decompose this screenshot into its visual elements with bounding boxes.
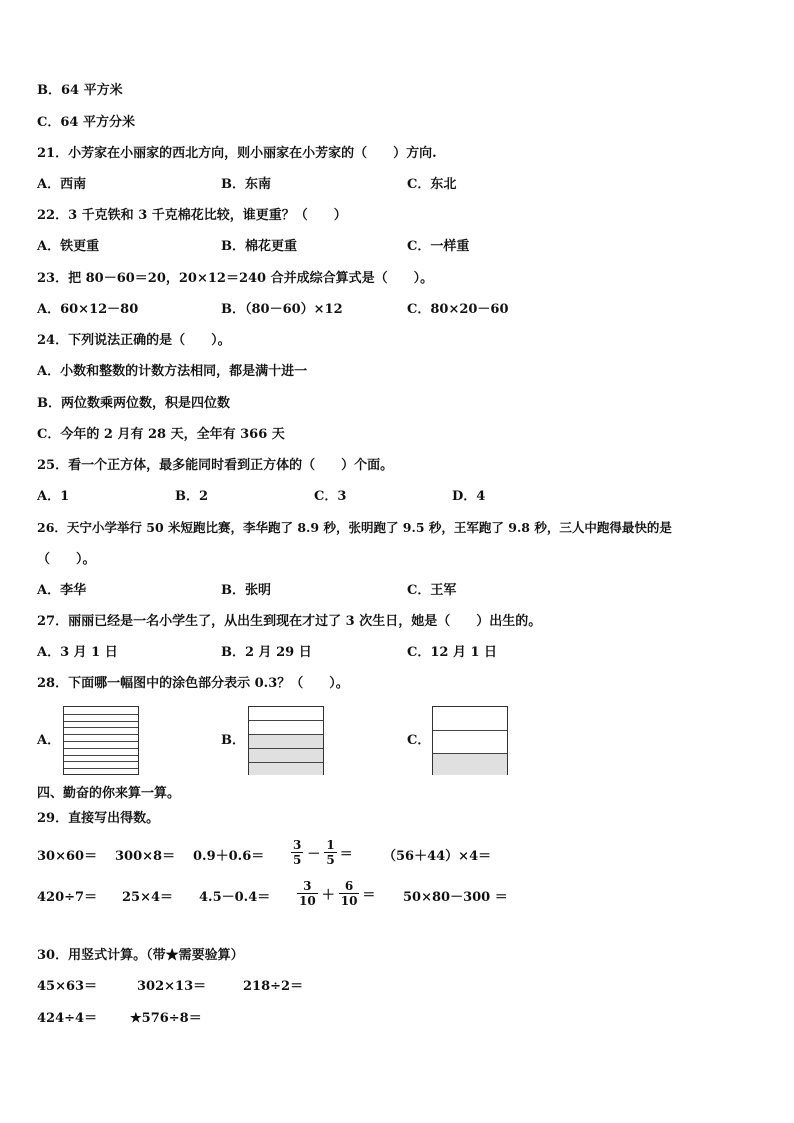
fraction-denominator: 10 xyxy=(340,894,358,908)
q28-figure-c-divider xyxy=(433,730,507,731)
q27-option-a: A．3 月 1 日 xyxy=(37,645,118,660)
q30-expression: 45×63＝ xyxy=(37,979,98,994)
q24-option-b: B．两位数乘两位数，积是四位数 xyxy=(37,396,230,411)
question-24: 24．下列说法正确的是（ ）。 xyxy=(37,333,231,348)
q30-expression: 302×13＝ xyxy=(137,979,207,994)
q28-figure-a-stripe xyxy=(64,761,138,762)
fraction-denominator: 5 xyxy=(293,853,302,867)
fraction-equals: ＝ xyxy=(362,888,376,903)
fraction-equals: ＝ xyxy=(339,847,353,862)
q21-option-a: A．西南 xyxy=(37,177,87,192)
q21-option-c: C．东北 xyxy=(407,177,457,192)
question-28: 28．下面哪一幅图中的涂色部分表示 0.3？（ ）。 xyxy=(37,676,349,691)
q28-figure-b-divider xyxy=(249,734,323,735)
fraction-denominator: 10 xyxy=(299,894,316,908)
q30-expression: ★576÷8＝ xyxy=(130,1011,202,1026)
q29-expression: 30×60＝ xyxy=(37,849,98,864)
q30-expression: 424÷4＝ xyxy=(37,1011,98,1026)
q26-option-b: B．张明 xyxy=(221,583,271,598)
fraction-operator: ＋ xyxy=(321,888,335,903)
q28-figure-a-stripe xyxy=(64,721,138,722)
q29-fraction-subtraction xyxy=(291,838,353,867)
q26-option-a: A．李华 xyxy=(37,583,87,598)
q22-option-a: A．铁更重 xyxy=(37,239,100,254)
q27-option-b: B．2 月 29 日 xyxy=(221,645,312,660)
q25-option-a: A．1 xyxy=(37,489,70,504)
q28-figure-a-stripe xyxy=(64,741,138,742)
question-23: 23．把 80－60＝20，20×12＝240 合并成综合算式是（ ）。 xyxy=(37,271,434,286)
question-26: 26．天宁小学举行 50 米短跑比赛，李华跑了 8.9 秒，张明跑了 9.5 秒，王军跑了 9.8 秒，三人中跑得最快的是 xyxy=(37,520,672,535)
q28-figure-a-striped-rectangle xyxy=(63,706,139,775)
question-22: 22．3 千克铁和 3 千克棉花比较，谁更重？（ ） xyxy=(37,208,347,223)
q27-option-c: C．12 月 1 日 xyxy=(407,645,498,660)
q28-figure-a-stripe xyxy=(64,734,138,735)
q22-option-b: B．棉花更重 xyxy=(221,239,297,254)
option-c-64-square-decimeters: C．64 平方分米 xyxy=(37,115,135,130)
fraction-numerator: 1 xyxy=(326,838,335,852)
q28-figure-a-stripe xyxy=(64,748,138,749)
fraction-numerator: 6 xyxy=(344,879,354,893)
q26-option-c: C．王军 xyxy=(407,583,457,598)
fraction-numerator: 3 xyxy=(303,879,312,893)
q24-option-a: A．小数和整数的计数方法相同，都是满十进一 xyxy=(37,364,308,379)
q28-figure-b-rectangle xyxy=(248,706,324,775)
q28-figure-c-divider xyxy=(433,753,507,754)
fraction-denominator: 5 xyxy=(326,853,335,867)
q28-option-c-label: C． xyxy=(407,733,431,748)
fraction-numerator: 3 xyxy=(293,838,302,852)
q28-figure-b-divider xyxy=(249,720,323,721)
q28-option-b-label: B． xyxy=(221,733,245,748)
q28-figure-b-divider xyxy=(249,748,323,749)
q23-option-a: A．60×12－80 xyxy=(37,302,139,317)
q29-expression: 25×4＝ xyxy=(122,890,174,905)
q22-option-c: C．一样重 xyxy=(407,239,470,254)
q29-expression: （56＋44）×4＝ xyxy=(383,849,492,864)
q29-expression: 420÷7＝ xyxy=(37,890,98,905)
q28-figure-b-divider xyxy=(249,762,323,763)
fraction-operator: － xyxy=(307,847,321,862)
question-30: 30．用竖式计算。（带★需要验算） xyxy=(37,948,244,963)
q21-option-b: B．东南 xyxy=(221,177,271,192)
q23-option-c: C．80×20－60 xyxy=(407,302,509,317)
q29-expression: 4.5－0.4＝ xyxy=(199,890,271,905)
q28-figure-a-stripe xyxy=(64,727,138,728)
q28-figure-c-rectangle xyxy=(432,706,508,775)
question-25: 25．看一个正方体，最多能同时看到正方体的（ ）个面。 xyxy=(37,458,394,473)
question-29: 29．直接写出得数。 xyxy=(37,811,160,826)
question-21: 21．小芳家在小丽家的西北方向，则小丽家在小芳家的（ ）方向. xyxy=(37,146,437,161)
q25-option-d: D．4 xyxy=(452,489,486,504)
question-27: 27．丽丽已经是一名小学生了，从出生到现在才过了 3 次生日，她是（ ）出生的。 xyxy=(37,614,542,629)
q25-option-b: B．2 xyxy=(175,489,209,504)
q28-figure-c-shaded-part xyxy=(433,753,507,775)
q24-option-c: C．今年的 2 月有 28 天，全年有 366 天 xyxy=(37,427,285,442)
q29-expression: 0.9＋0.6＝ xyxy=(193,849,265,864)
q23-option-b: B．（80－60）×12 xyxy=(221,302,343,317)
q28-figure-a-stripe xyxy=(64,768,138,769)
section-4-heading: 四、勤奋的你来算一算。 xyxy=(37,786,181,801)
q28-figure-a-stripe xyxy=(64,714,138,715)
q29-expression: 300×8＝ xyxy=(115,849,176,864)
q28-option-a-label: A． xyxy=(37,733,61,748)
q29-expression: 50×80－300 ＝ xyxy=(403,890,508,905)
question-26-continued: （ ）。 xyxy=(37,552,96,567)
q28-figure-a-stripe xyxy=(64,755,138,756)
q28-figure-b-shaded-part xyxy=(249,734,323,775)
q25-option-c: C．3 xyxy=(314,489,347,504)
q29-fraction-addition xyxy=(297,879,375,908)
option-b-64-square-meters: B．64 平方米 xyxy=(37,83,123,98)
q30-expression: 218÷2＝ xyxy=(243,979,304,994)
